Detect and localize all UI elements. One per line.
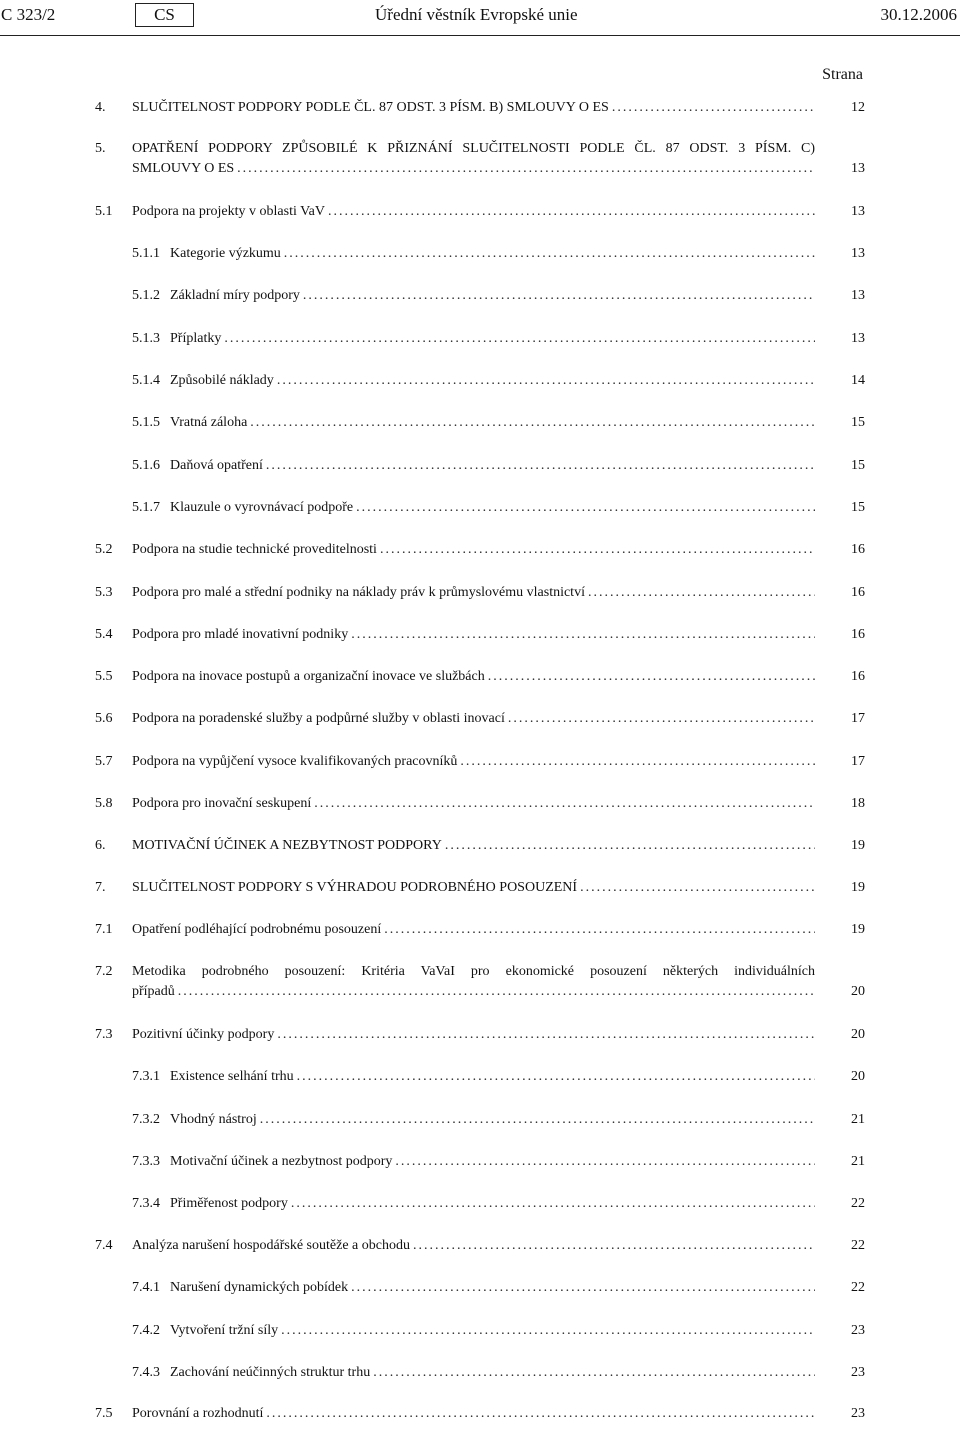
toc-entry-title-row bbox=[170, 1278, 815, 1298]
toc-entry-title: Vratná záloha bbox=[170, 415, 248, 430]
toc-entry bbox=[95, 202, 865, 222]
page-reference: C 323/2 bbox=[1, 5, 56, 24]
toc-page-number: 16 bbox=[851, 542, 865, 557]
toc-page-number: 13 bbox=[851, 331, 865, 346]
toc-page-number: 16 bbox=[851, 669, 865, 684]
toc-entry-title: Kategorie výzkumu bbox=[170, 246, 281, 261]
toc-entry-title-row bbox=[132, 98, 815, 118]
toc-entry-number: 7.3 bbox=[95, 1027, 113, 1042]
toc-entry-number: 7.4.2 bbox=[132, 1323, 160, 1338]
toc-entry-number: 5.2 bbox=[95, 542, 113, 557]
toc-entry-title-row bbox=[132, 709, 815, 729]
toc-entry-title: SLUČITELNOST PODPORY PODLE ČL. 87 ODST. 3 PÍSM. B) SMLOUVY O ES bbox=[132, 100, 609, 115]
toc-entry-title-line: Metodika podrobného posouzení: Kritéria VaVaI pro ekonomické posouzení některých individuálních bbox=[132, 964, 815, 979]
toc-entry bbox=[95, 1067, 865, 1087]
dot-leader bbox=[178, 982, 815, 1002]
toc-entry-title: Podpora na vypůjčení vysoce kvalifikovaných pracovníků bbox=[132, 754, 458, 769]
toc-entry-title-row bbox=[132, 794, 815, 814]
toc-entry-title: Vytvoření tržní síly bbox=[170, 1323, 279, 1338]
toc-entry-number: 5.1.3 bbox=[132, 331, 160, 346]
toc-entry-number: 7.4 bbox=[95, 1238, 113, 1253]
dot-leader bbox=[588, 583, 815, 603]
toc-entry-title: případů bbox=[132, 984, 175, 999]
toc-entry-number: 7.3.2 bbox=[132, 1112, 160, 1127]
toc-entry-number: 7.5 bbox=[95, 1406, 113, 1421]
toc-entry-number: 5.8 bbox=[95, 796, 113, 811]
toc-page-number: 14 bbox=[851, 373, 865, 388]
toc-entry-title-row bbox=[170, 1152, 815, 1172]
toc-entry bbox=[95, 752, 865, 772]
toc-page-number: 20 bbox=[851, 1027, 865, 1042]
toc-entry bbox=[95, 709, 865, 729]
toc-entry-title-row bbox=[132, 1025, 815, 1045]
toc-entry-title: Přiměřenost podpory bbox=[170, 1196, 288, 1211]
toc-entry-title: MOTIVAČNÍ ÚČINEK A NEZBYTNOST PODPORY bbox=[132, 838, 442, 853]
toc-entry-title: Opatření podléhající podrobnému posouzení bbox=[132, 922, 382, 937]
toc-page-number: 17 bbox=[851, 754, 865, 769]
toc-entry-title: Podpora na inovace postupů a organizační inovace ve službách bbox=[132, 669, 485, 684]
toc-entry bbox=[95, 836, 865, 856]
toc-entry bbox=[95, 456, 865, 476]
toc-page-number: 16 bbox=[851, 585, 865, 600]
toc-entry bbox=[95, 1110, 865, 1130]
toc-entry-title-row bbox=[170, 1363, 815, 1383]
page-header bbox=[0, 0, 960, 38]
toc-entry-number: 5.6 bbox=[95, 711, 113, 726]
toc-entry-title-row bbox=[170, 244, 815, 264]
dot-leader bbox=[281, 1321, 815, 1341]
dot-leader bbox=[351, 625, 815, 645]
toc-page-number: 23 bbox=[851, 1323, 865, 1338]
toc-entry bbox=[95, 98, 865, 118]
toc-entry-title-row bbox=[132, 920, 815, 940]
toc-entry bbox=[95, 625, 865, 645]
toc-entry bbox=[95, 1321, 865, 1341]
toc-entry bbox=[95, 371, 865, 391]
toc-entry bbox=[95, 1404, 865, 1424]
toc-page-number: 23 bbox=[851, 1365, 865, 1380]
toc-entry-number: 5.5 bbox=[95, 669, 113, 684]
toc-page-number: 20 bbox=[851, 984, 865, 999]
toc-entry bbox=[95, 244, 865, 264]
toc-entry-title-row bbox=[132, 202, 815, 222]
dot-leader bbox=[380, 540, 815, 560]
toc-entry bbox=[95, 583, 865, 603]
toc-entry-number: 5.4 bbox=[95, 627, 113, 642]
toc-page-number: 13 bbox=[851, 204, 865, 219]
toc-entry-title-row bbox=[170, 286, 815, 306]
dot-leader bbox=[488, 667, 815, 687]
toc-entry bbox=[95, 878, 865, 898]
dot-leader bbox=[445, 836, 815, 856]
toc-page-number: 20 bbox=[851, 1069, 865, 1084]
toc-entry-title: Existence selhání trhu bbox=[170, 1069, 294, 1084]
toc-entry bbox=[95, 1236, 865, 1256]
toc-entry-number: 7. bbox=[95, 880, 106, 895]
language-box: CS bbox=[135, 3, 194, 27]
toc-entry-number: 7.4.3 bbox=[132, 1365, 160, 1380]
dot-leader bbox=[297, 1067, 815, 1087]
dot-leader bbox=[260, 1110, 815, 1130]
toc-entry bbox=[95, 920, 865, 940]
toc-entry bbox=[95, 667, 865, 687]
toc-entry-number: 7.4.1 bbox=[132, 1280, 160, 1295]
toc-page-number: 19 bbox=[851, 838, 865, 853]
toc-entry-number: 5.7 bbox=[95, 754, 113, 769]
toc-entry-title: Podpora na projekty v oblasti VaV bbox=[132, 204, 325, 219]
dot-leader bbox=[612, 98, 815, 118]
toc-entry-title-row bbox=[132, 1404, 815, 1424]
toc-page-number: 15 bbox=[851, 458, 865, 473]
toc-entry-title: Podpora na studie technické proveditelnosti bbox=[132, 542, 377, 557]
toc-entry-title: Podpora na poradenské služby a podpůrné služby v oblasti inovací bbox=[132, 711, 505, 726]
toc-page-number: 18 bbox=[851, 796, 865, 811]
toc-entry-title-row bbox=[132, 1236, 815, 1256]
toc-entry-title-row bbox=[170, 329, 815, 349]
toc-entry bbox=[95, 498, 865, 518]
toc-entry bbox=[95, 1194, 865, 1214]
toc-page-number: 21 bbox=[851, 1112, 865, 1127]
dot-leader bbox=[284, 244, 815, 264]
toc-entry-number: 5.1.2 bbox=[132, 288, 160, 303]
toc-page-number: 17 bbox=[851, 711, 865, 726]
toc-entry-title: Základní míry podpory bbox=[170, 288, 300, 303]
toc-page-number: 15 bbox=[851, 415, 865, 430]
dot-leader bbox=[266, 1404, 815, 1424]
toc-entry-title-row bbox=[170, 371, 815, 391]
toc-entry bbox=[95, 329, 865, 349]
toc-entry bbox=[95, 1363, 865, 1383]
dot-leader bbox=[384, 920, 815, 940]
dot-leader bbox=[356, 498, 815, 518]
dot-leader bbox=[314, 794, 815, 814]
toc-page-number: 22 bbox=[851, 1280, 865, 1295]
toc-page-number: 21 bbox=[851, 1154, 865, 1169]
toc-page-number: 19 bbox=[851, 880, 865, 895]
toc-entry-title: SLUČITELNOST PODPORY S VÝHRADOU PODROBNÉHO POSOUZENÍ bbox=[132, 880, 578, 895]
toc-entry-number: 7.3.3 bbox=[132, 1154, 160, 1169]
dot-leader bbox=[508, 709, 815, 729]
toc-entry-title: Vhodný nástroj bbox=[170, 1112, 257, 1127]
toc-entry-title: Zachování neúčinných struktur trhu bbox=[170, 1365, 371, 1380]
dot-leader bbox=[413, 1236, 815, 1256]
toc-entry-title-row bbox=[132, 752, 815, 772]
toc-entry-number: 5.1.7 bbox=[132, 500, 160, 515]
toc-entry-title: Daňová opatření bbox=[170, 458, 263, 473]
dot-leader bbox=[291, 1194, 815, 1214]
dot-leader bbox=[580, 878, 815, 898]
dot-leader bbox=[460, 752, 815, 772]
toc-page-number: 12 bbox=[851, 100, 865, 115]
toc-page-number: 13 bbox=[851, 246, 865, 261]
toc-page-number: 13 bbox=[851, 288, 865, 303]
dot-leader bbox=[277, 1025, 815, 1045]
toc-entry-title: SMLOUVY O ES bbox=[132, 161, 235, 176]
toc-entry-title-row bbox=[170, 498, 815, 518]
dot-leader bbox=[224, 329, 815, 349]
toc-entry-number: 5.1.5 bbox=[132, 415, 160, 430]
toc-entry-title: Klauzule o vyrovnávací podpoře bbox=[170, 500, 354, 515]
toc-entry-number: 4. bbox=[95, 100, 106, 115]
toc-entry-title: Analýza narušení hospodářské soutěže a obchodu bbox=[132, 1238, 410, 1253]
toc-entry-title-row bbox=[170, 1110, 815, 1130]
dot-leader bbox=[373, 1363, 815, 1383]
toc-page-number: 22 bbox=[851, 1238, 865, 1253]
dot-leader bbox=[395, 1152, 815, 1172]
toc-entry bbox=[95, 962, 865, 1002]
toc-entry-title-row bbox=[132, 583, 815, 603]
toc-entry bbox=[95, 413, 865, 433]
page-column-label: Strana bbox=[822, 66, 863, 83]
toc-entry bbox=[95, 139, 865, 179]
toc-entry-number: 5.1.1 bbox=[132, 246, 160, 261]
toc-entry-title-row bbox=[132, 982, 815, 1002]
toc-page-number: 23 bbox=[851, 1406, 865, 1421]
dot-leader bbox=[277, 371, 815, 391]
toc-entry-title-row bbox=[170, 456, 815, 476]
toc-entry-title-row bbox=[132, 159, 815, 179]
toc-entry bbox=[95, 794, 865, 814]
toc-page-number: 16 bbox=[851, 627, 865, 642]
publication-date: 30.12.2006 bbox=[880, 5, 957, 24]
toc-entry-title-row bbox=[170, 413, 815, 433]
toc-entry bbox=[95, 1152, 865, 1172]
toc-entry-title-row bbox=[132, 836, 815, 856]
toc-entry-number: 7.3.1 bbox=[132, 1069, 160, 1084]
dot-leader bbox=[351, 1278, 815, 1298]
toc-entry-title-row bbox=[170, 1321, 815, 1341]
toc-entry-title: Motivační účinek a nezbytnost podpory bbox=[170, 1154, 393, 1169]
dot-leader bbox=[237, 159, 815, 179]
toc-entry bbox=[95, 286, 865, 306]
toc-entry-title-row bbox=[132, 540, 815, 560]
toc-entry-title-row bbox=[132, 878, 815, 898]
toc-entry-title: Příplatky bbox=[170, 331, 222, 346]
toc-entry-title: Podpora pro malé a střední podniky na náklady práv k průmyslovému vlastnictví bbox=[132, 585, 585, 600]
toc-entry-title: Způsobilé náklady bbox=[170, 373, 274, 388]
toc-entry-number: 5.1.6 bbox=[132, 458, 160, 473]
toc-entry-number: 7.2 bbox=[95, 964, 113, 979]
toc-entry bbox=[95, 1025, 865, 1045]
dot-leader bbox=[328, 202, 815, 222]
toc-entry-title: Podpora pro mladé inovativní podniky bbox=[132, 627, 349, 642]
toc-entry-title: Pozitivní účinky podpory bbox=[132, 1027, 275, 1042]
toc-entry-number: 7.1 bbox=[95, 922, 113, 937]
dot-leader bbox=[250, 413, 815, 433]
toc-entry-number: 7.3.4 bbox=[132, 1196, 160, 1211]
toc-entry-title-row bbox=[132, 667, 815, 687]
dot-leader bbox=[266, 456, 815, 476]
toc-entry-title-row bbox=[170, 1194, 815, 1214]
toc-page-number: 22 bbox=[851, 1196, 865, 1211]
toc-entry-number: 5. bbox=[95, 141, 106, 156]
toc-entry-title-row bbox=[170, 1067, 815, 1087]
toc-page-number: 13 bbox=[851, 161, 865, 176]
toc-entry-number: 5.1.4 bbox=[132, 373, 160, 388]
toc-page-number: 15 bbox=[851, 500, 865, 515]
dot-leader bbox=[303, 286, 815, 306]
toc-entry-title: Narušení dynamických pobídek bbox=[170, 1280, 349, 1295]
toc-entry-number: 6. bbox=[95, 838, 106, 853]
toc-entry-title-line: OPATŘENÍ PODPORY ZPŮSOBILÉ K PŘIZNÁNÍ SLUČITELNOSTI PODLE ČL. 87 ODST. 3 PÍSM. C) bbox=[132, 141, 815, 156]
toc-entry-title-row bbox=[132, 625, 815, 645]
toc-page-number: 19 bbox=[851, 922, 865, 937]
toc-entry-number: 5.3 bbox=[95, 585, 113, 600]
toc-entry-title: Porovnání a rozhodnutí bbox=[132, 1406, 264, 1421]
toc-entry-number: 5.1 bbox=[95, 204, 113, 219]
toc-entry bbox=[95, 540, 865, 560]
header-divider bbox=[0, 35, 960, 36]
toc-entry bbox=[95, 1278, 865, 1298]
journal-title: Úřední věstník Evropské unie bbox=[375, 5, 578, 24]
toc-entry-title: Podpora pro inovační seskupení bbox=[132, 796, 312, 811]
